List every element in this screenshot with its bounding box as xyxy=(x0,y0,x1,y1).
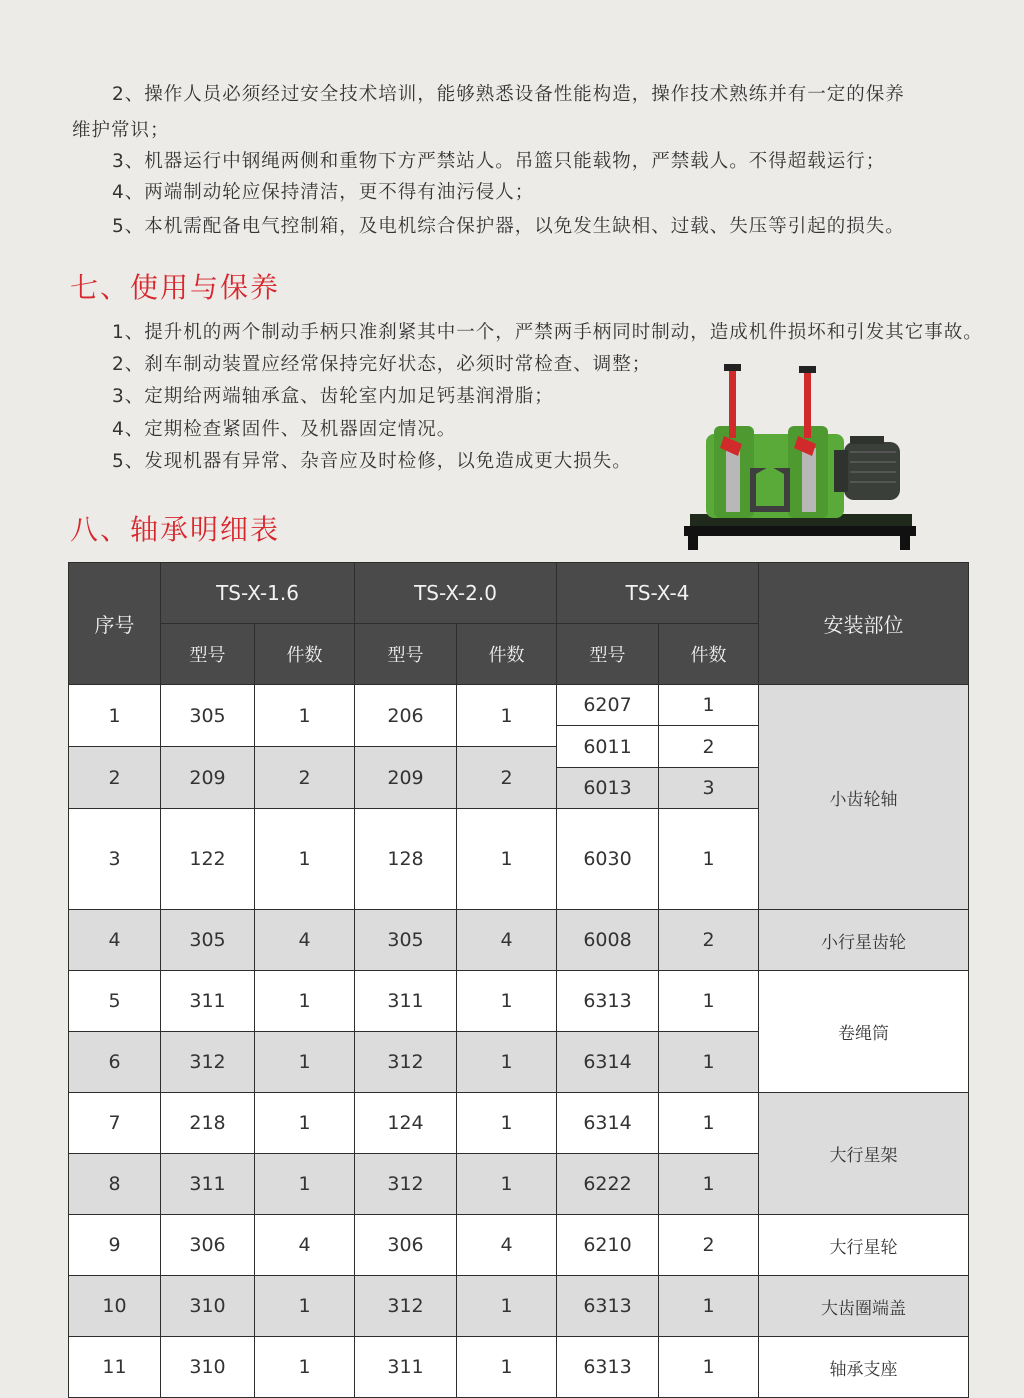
winch-machine-image xyxy=(684,356,916,554)
cell-c-qty: 1 xyxy=(659,1154,759,1215)
cell-b-type: 312 xyxy=(355,1276,457,1337)
cell-c-qty: 3 xyxy=(659,768,759,809)
cell-location: 大行星轮 xyxy=(759,1215,969,1276)
section7-line-4: 4、定期检查紧固件、及机器固定情况。 xyxy=(112,419,457,440)
cell-seq: 8 xyxy=(69,1154,161,1215)
cell-a-type: 310 xyxy=(161,1276,255,1337)
cell-c-qty: 2 xyxy=(659,1215,759,1276)
cell-b-qty: 1 xyxy=(457,1154,557,1215)
section8-title: 八、轴承明细表 xyxy=(70,513,281,546)
cell-a-type: 305 xyxy=(161,685,255,747)
cell-seq: 11 xyxy=(69,1337,161,1398)
intro-line-3: 3、机器运行中钢绳两侧和重物下方严禁站人。吊篮只能载物，严禁载人。不得超载运行； xyxy=(112,151,886,172)
cell-location: 小齿轮轴 xyxy=(759,685,969,910)
cell-location: 大行星架 xyxy=(759,1093,969,1215)
cell-location: 卷绳筒 xyxy=(759,971,969,1093)
table-row xyxy=(69,1215,969,1276)
cell-b-qty: 1 xyxy=(457,809,557,910)
table-row xyxy=(69,1276,969,1337)
cell-c-qty: 1 xyxy=(659,1032,759,1093)
section7-title: 七、使用与保养 xyxy=(70,271,281,304)
subheader-type: 型号 xyxy=(355,624,457,685)
cell-seq: 3 xyxy=(69,809,161,910)
cell-c-type: 6313 xyxy=(557,1276,659,1337)
cell-b-type: 124 xyxy=(355,1093,457,1154)
cell-c-type: 6030 xyxy=(557,809,659,910)
cell-b-qty: 4 xyxy=(457,1215,557,1276)
cell-a-qty: 4 xyxy=(255,910,355,971)
table-row xyxy=(69,971,969,1032)
cell-a-qty: 1 xyxy=(255,1337,355,1398)
intro-line-2: 2、操作人员必须经过安全技术培训，能够熟悉设备性能构造，操作技术熟练并有一定的保养 xyxy=(112,84,905,105)
cell-a-qty: 1 xyxy=(255,1154,355,1215)
cell-c-type: 6210 xyxy=(557,1215,659,1276)
section7-line-5: 5、发现机器有异常、杂音应及时检修，以免造成更大损失。 xyxy=(112,451,632,472)
cell-b-qty: 2 xyxy=(457,747,557,809)
cell-b-type: 312 xyxy=(355,1154,457,1215)
cell-c-type: 6013 xyxy=(557,768,659,809)
cell-b-qty: 1 xyxy=(457,1093,557,1154)
cell-a-qty: 4 xyxy=(255,1215,355,1276)
intro-line-2-cont: 维护常识； xyxy=(72,120,170,141)
header-location: 安装部位 xyxy=(759,563,969,685)
cell-location: 小行星齿轮 xyxy=(759,910,969,971)
table-row xyxy=(69,1337,969,1398)
cell-a-type: 122 xyxy=(161,809,255,910)
cell-c-qty: 1 xyxy=(659,1276,759,1337)
cell-b-type: 206 xyxy=(355,685,457,747)
cell-a-qty: 2 xyxy=(255,747,355,809)
cell-a-qty: 1 xyxy=(255,685,355,747)
cell-seq: 7 xyxy=(69,1093,161,1154)
table-row xyxy=(69,685,969,726)
cell-b-qty: 1 xyxy=(457,1276,557,1337)
section7-line-3: 3、定期给两端轴承盒、齿轮室内加足钙基润滑脂； xyxy=(112,386,554,407)
cell-b-qty: 1 xyxy=(457,971,557,1032)
subheader-qty: 件数 xyxy=(457,624,557,685)
cell-location: 轴承支座 xyxy=(759,1337,969,1398)
cell-c-qty: 1 xyxy=(659,685,759,726)
cell-c-type: 6008 xyxy=(557,910,659,971)
cell-a-type: 311 xyxy=(161,1154,255,1215)
cell-a-type: 305 xyxy=(161,910,255,971)
cell-c-qty: 2 xyxy=(659,910,759,971)
cell-seq: 4 xyxy=(69,910,161,971)
subheader-qty: 件数 xyxy=(659,624,759,685)
cell-c-type: 6314 xyxy=(557,1032,659,1093)
table-row xyxy=(69,1093,969,1154)
cell-b-type: 209 xyxy=(355,747,457,809)
header-model-1: TS-X-1.6 xyxy=(161,563,355,624)
cell-location: 大齿圈端盖 xyxy=(759,1276,969,1337)
cell-c-type: 6314 xyxy=(557,1093,659,1154)
cell-seq: 10 xyxy=(69,1276,161,1337)
subheader-type: 型号 xyxy=(557,624,659,685)
cell-seq: 9 xyxy=(69,1215,161,1276)
cell-a-qty: 1 xyxy=(255,1032,355,1093)
cell-b-qty: 1 xyxy=(457,685,557,747)
cell-a-type: 306 xyxy=(161,1215,255,1276)
cell-c-qty: 1 xyxy=(659,809,759,910)
section7-line-1: 1、提升机的两个制动手柄只准刹紧其中一个，严禁两手柄同时制动，造成机件损坏和引发其它事故。 xyxy=(112,322,983,343)
cell-c-type: 6011 xyxy=(557,726,659,768)
cell-seq: 1 xyxy=(69,685,161,747)
cell-a-type: 312 xyxy=(161,1032,255,1093)
cell-a-qty: 1 xyxy=(255,1093,355,1154)
cell-b-qty: 1 xyxy=(457,1032,557,1093)
cell-c-type: 6313 xyxy=(557,1337,659,1398)
intro-line-5: 5、本机需配备电气控制箱，及电机综合保护器，以免发生缺相、过载、失压等引起的损失。 xyxy=(112,216,905,237)
header-seq: 序号 xyxy=(69,563,161,685)
cell-c-type: 6207 xyxy=(557,685,659,726)
cell-seq: 6 xyxy=(69,1032,161,1093)
cell-a-qty: 1 xyxy=(255,1276,355,1337)
cell-b-qty: 1 xyxy=(457,1337,557,1398)
cell-c-qty: 2 xyxy=(659,726,759,768)
cell-seq: 2 xyxy=(69,747,161,809)
cell-a-type: 310 xyxy=(161,1337,255,1398)
cell-c-qty: 1 xyxy=(659,1093,759,1154)
cell-b-type: 311 xyxy=(355,1337,457,1398)
cell-a-type: 209 xyxy=(161,747,255,809)
subheader-type: 型号 xyxy=(161,624,255,685)
header-model-3: TS-X-4 xyxy=(557,563,759,624)
cell-seq: 5 xyxy=(69,971,161,1032)
cell-c-qty: 1 xyxy=(659,1337,759,1398)
subheader-qty: 件数 xyxy=(255,624,355,685)
cell-b-type: 128 xyxy=(355,809,457,910)
bearing-table xyxy=(68,562,969,1398)
section7-line-2: 2、刹车制动装置应经常保持完好状态，必须时常检查、调整； xyxy=(112,354,652,375)
cell-a-type: 311 xyxy=(161,971,255,1032)
cell-b-qty: 4 xyxy=(457,910,557,971)
cell-b-type: 306 xyxy=(355,1215,457,1276)
cell-c-qty: 1 xyxy=(659,971,759,1032)
cell-a-qty: 1 xyxy=(255,809,355,910)
cell-a-qty: 1 xyxy=(255,971,355,1032)
cell-c-type: 6313 xyxy=(557,971,659,1032)
cell-b-type: 312 xyxy=(355,1032,457,1093)
cell-c-type: 6222 xyxy=(557,1154,659,1215)
cell-b-type: 311 xyxy=(355,971,457,1032)
cell-a-type: 218 xyxy=(161,1093,255,1154)
table-row xyxy=(69,910,969,971)
intro-line-4: 4、两端制动轮应保持清洁，更不得有油污侵人； xyxy=(112,182,535,203)
header-model-2: TS-X-2.0 xyxy=(355,563,557,624)
cell-b-type: 305 xyxy=(355,910,457,971)
